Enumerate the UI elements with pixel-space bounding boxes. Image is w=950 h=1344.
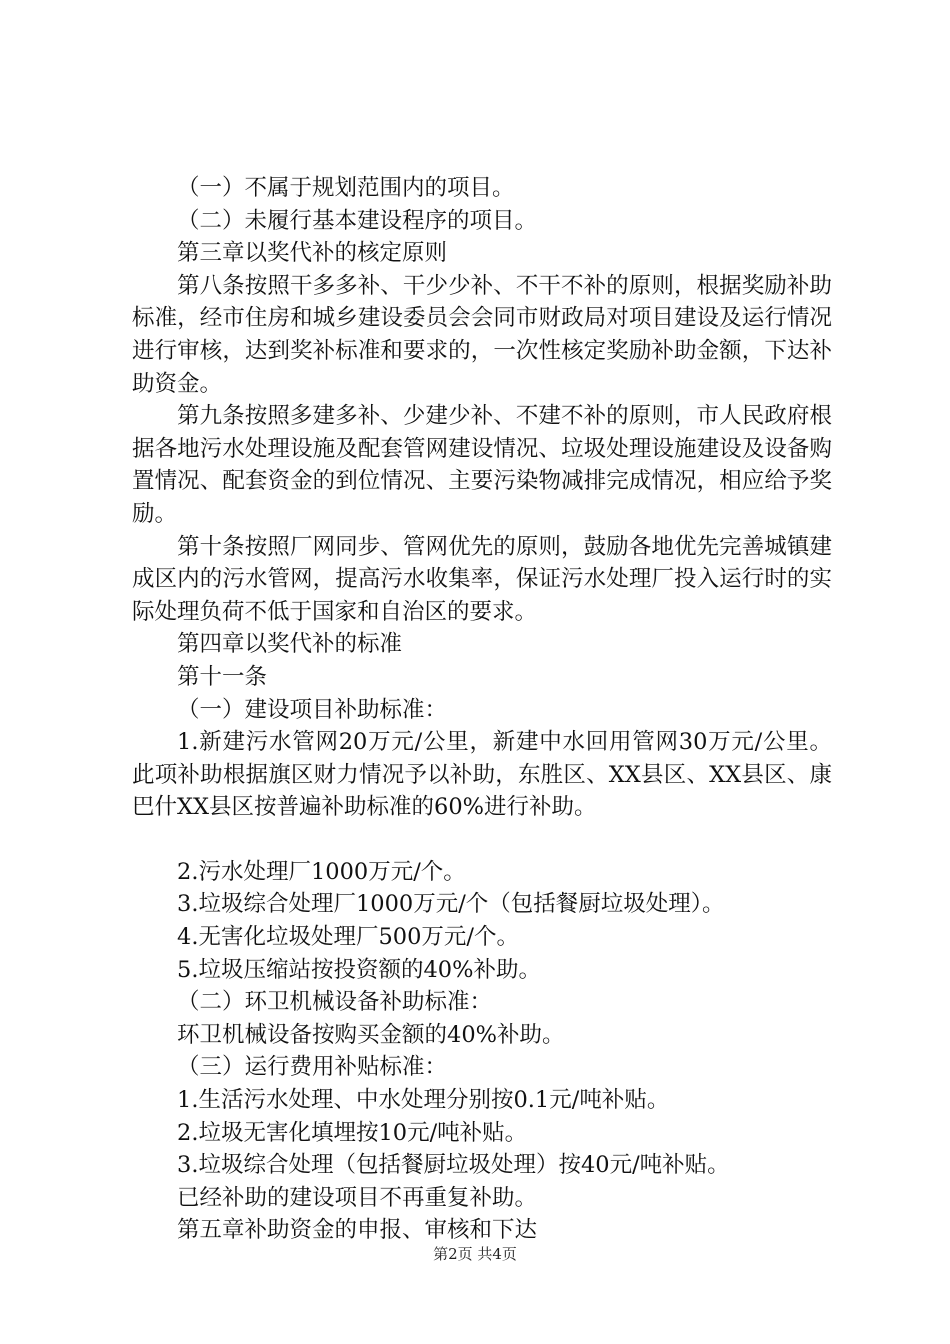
- paragraph: 第四章以奖代补的标准: [177, 631, 403, 658]
- paragraph: 第五章补助资金的申报、审核和下达: [177, 1217, 538, 1244]
- document-body: [132, 172, 832, 1247]
- paragraph: 3.垃圾综合处理（包括餐厨垃圾处理）按40元/吨补贴。: [177, 1152, 730, 1179]
- page-footer: 第2页 共4页: [433, 1245, 517, 1263]
- paragraph: 第九条按照多建多补、少建少补、不建不补的原则，市人民政府根据各地污水处理设施及配套管网建设情况、垃圾处理设施建设及设备购置情况、配套资金的到位情况、主要污染物减排完成情况，相应给予奖励。: [132, 403, 832, 527]
- paragraph: 第十条按照厂网同步、管网优先的原则，鼓励各地优先完善城镇建成区内的污水管网，提高污水收集率，保证污水处理厂投入运行时的实际处理负荷不低于国家和自治区的要求。: [132, 533, 832, 625]
- paragraph: 第十一条: [177, 663, 268, 690]
- paragraph: 第三章以奖代补的核定原则: [177, 240, 448, 267]
- paragraph: 第八条按照干多多补、干少少补、不干不补的原则，根据奖励补助标准，经市住房和城乡建设委员会会同市财政局对项目建设及运行情况进行审核，达到奖补标准和要求的，一次性核定奖励补助金额，下达补助资金。: [132, 272, 832, 397]
- paragraph: 4.无害化垃圾处理厂500万元/个。: [177, 924, 519, 951]
- paragraph: 环卫机械设备按购买金额的40%补助。: [177, 1021, 565, 1048]
- paragraph: 1.生活污水处理、中水处理分别按0.1元/吨补贴。: [177, 1087, 670, 1114]
- paragraph: （二）未履行基本建设程序的项目。: [177, 207, 538, 234]
- paragraph: 3.垃圾综合处理厂1000万元/个（包括餐厨垃圾处理）。: [177, 891, 725, 918]
- paragraph: 2.垃圾无害化填埋按10元/吨补贴。: [177, 1119, 528, 1146]
- paragraph: 5.垃圾压缩站按投资额的40%补助。: [177, 956, 541, 983]
- paragraph: （三）运行费用补贴标准：: [177, 1054, 448, 1081]
- paragraph: （一）建设项目补助标准：: [177, 696, 448, 723]
- paragraph: （一）不属于规划范围内的项目。: [177, 175, 515, 201]
- paragraph: 2.污水处理厂1000万元/个。: [177, 858, 466, 885]
- paragraph: 1.新建污水管网20万元/公里，新建中水回用管网30万元/公里。此项补助根据旗区财力情况予以补助，东胜区、XX县区、XX县区、康巴什XX县区按普遍补助标准的60%进行补助。: [132, 729, 832, 821]
- paragraph: 已经补助的建设项目不再重复补助。: [177, 1184, 538, 1211]
- paragraph: （二）环卫机械设备补助标准：: [177, 989, 493, 1016]
